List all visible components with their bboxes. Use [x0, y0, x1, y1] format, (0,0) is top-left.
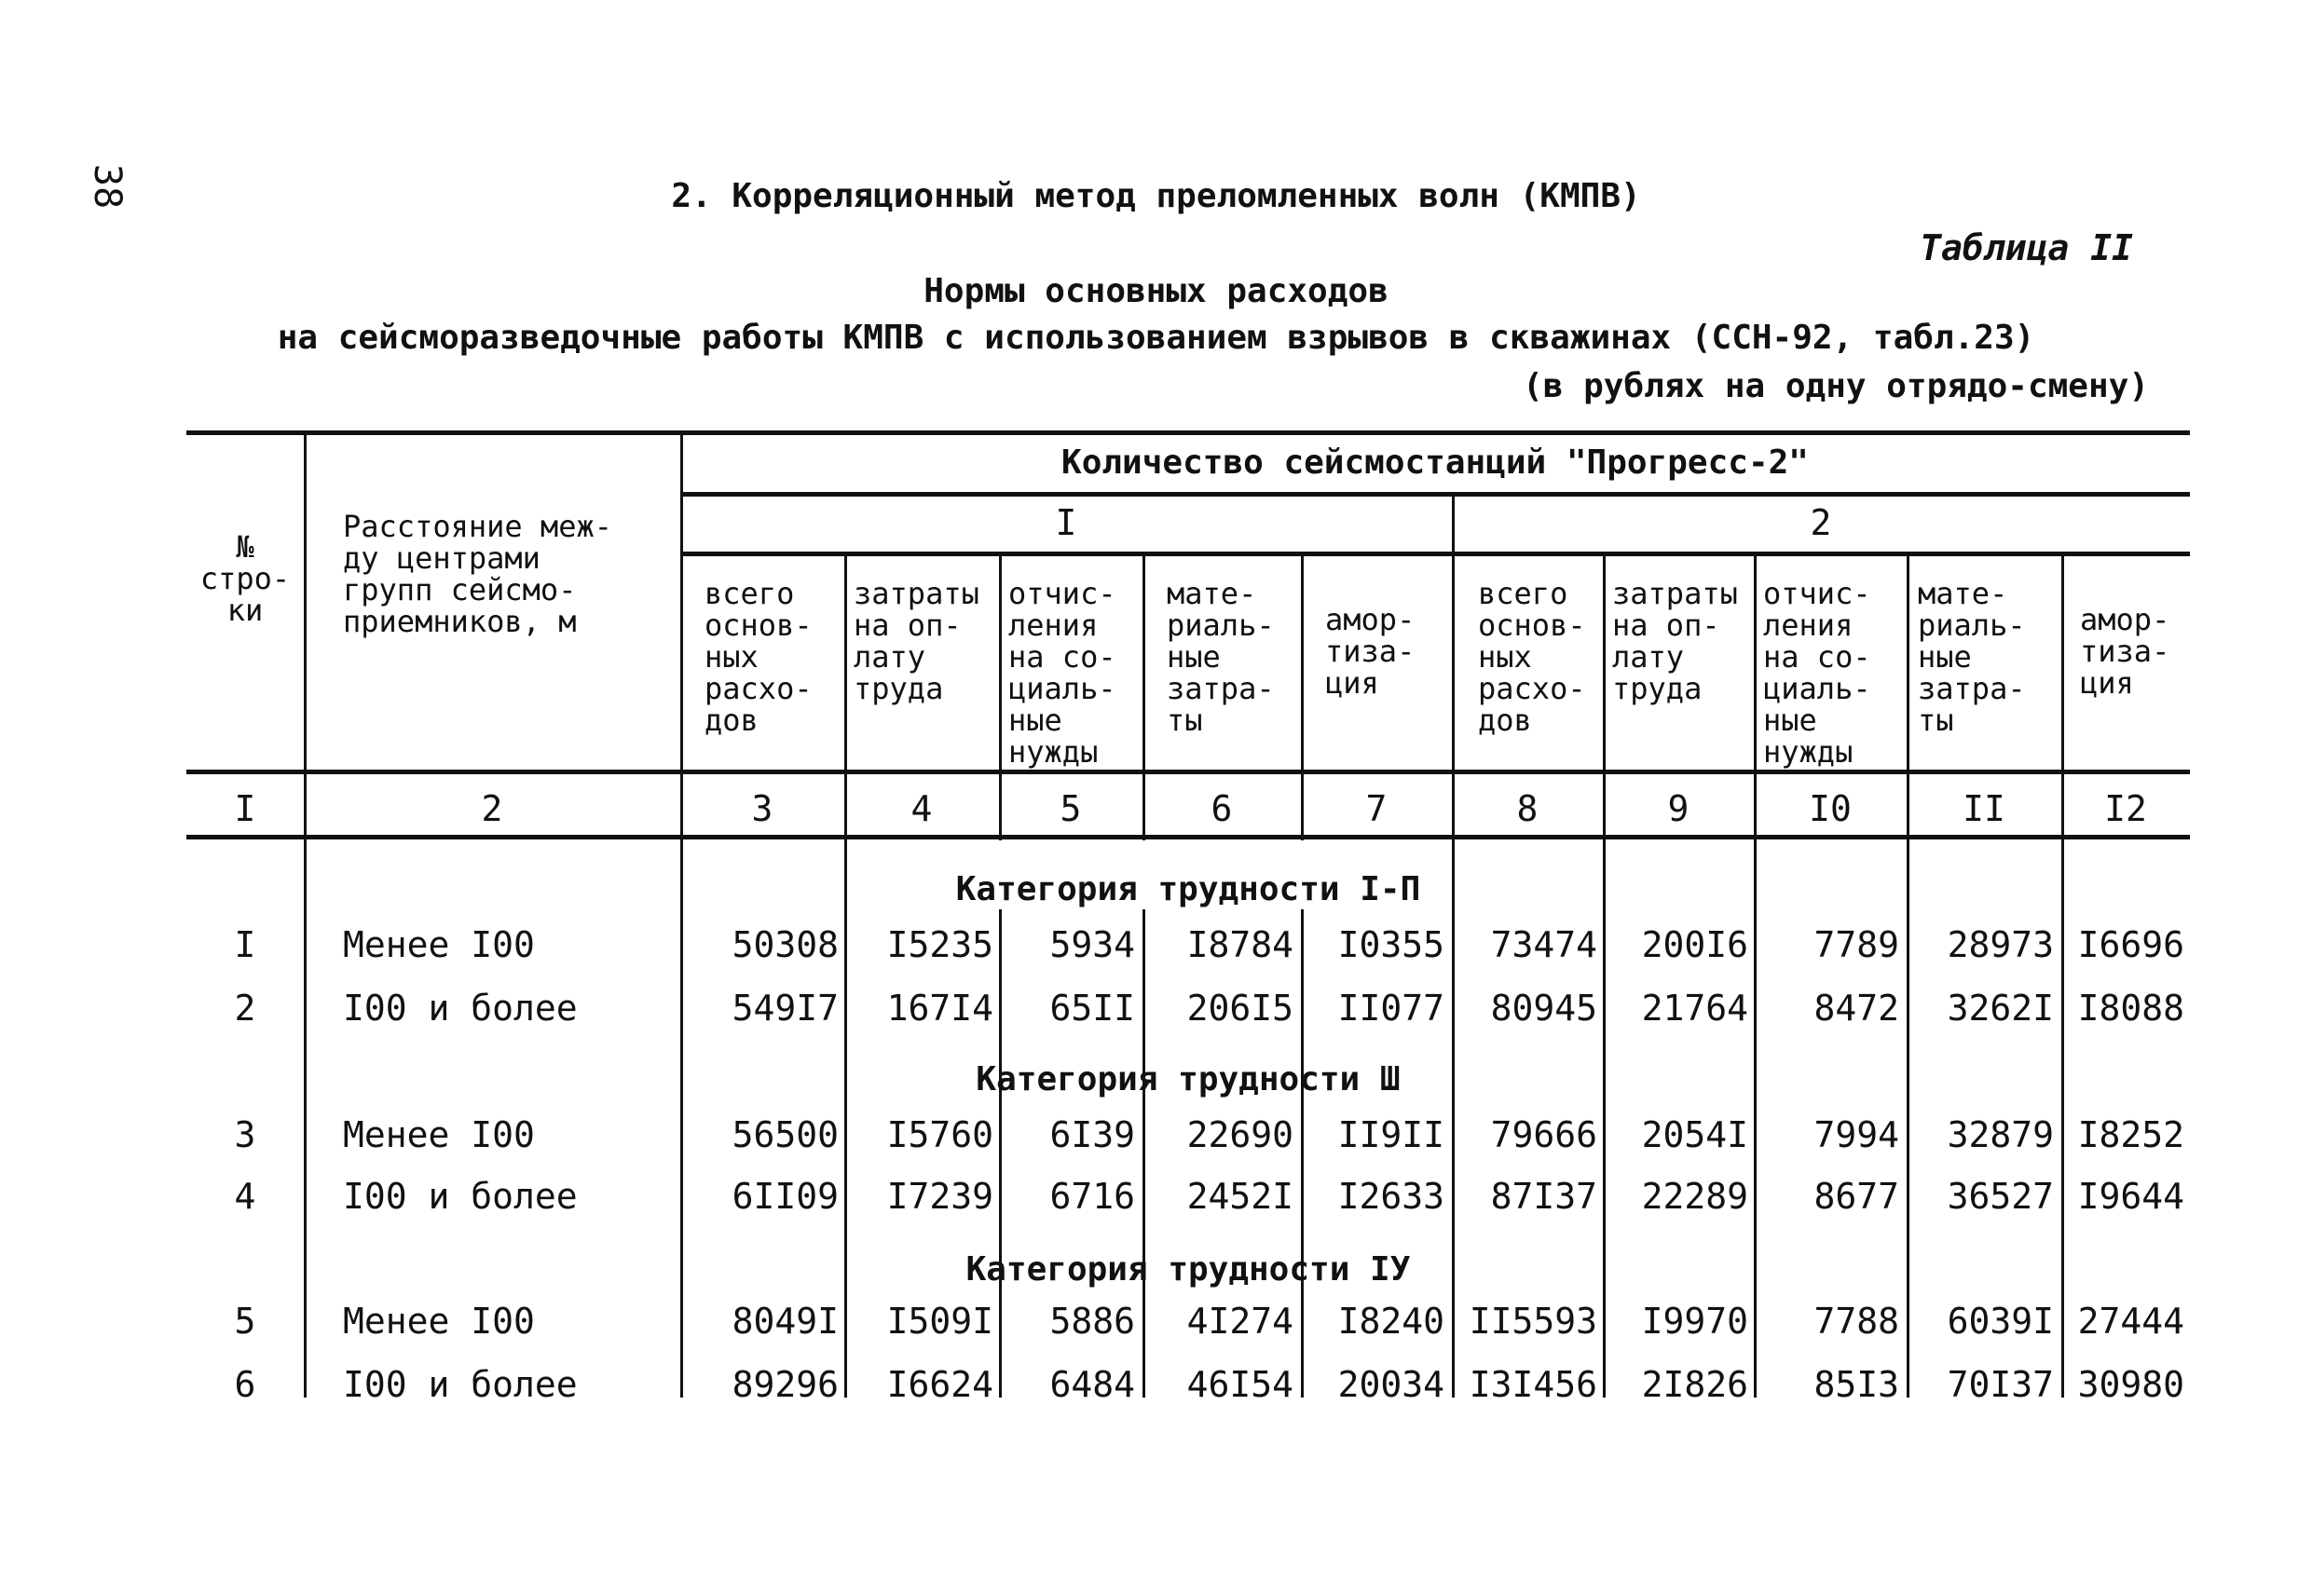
table-cell-col-11: 36527 [1947, 1176, 2054, 1217]
table-cell-col-5: 5886 [1049, 1301, 1135, 1342]
header-group-2: 2 [1810, 502, 1832, 543]
rule-top [186, 430, 2190, 435]
table-cell-col-4: I509I [886, 1301, 993, 1342]
table-cell-col-10: 7788 [1813, 1301, 1899, 1342]
vrule-1 [304, 430, 307, 840]
row-distance: I00 и более [343, 1176, 578, 1217]
table-cell-col-6: 46I54 [1186, 1364, 1293, 1405]
table-cell-col-5: 65II [1049, 988, 1135, 1029]
header-col-7: амор- тиза- ция [1325, 602, 1416, 701]
header-col-5: отчис- ления на со- циаль- ные нужды [1008, 576, 1116, 770]
colnum-9: 9 [1667, 788, 1690, 829]
table-cell-col-10: 7789 [1813, 924, 1899, 965]
table-cell-col-12: I8088 [2077, 988, 2184, 1029]
table-cell-col-3: 6II09 [732, 1176, 839, 1217]
table-cell-col-6: 206I5 [1186, 988, 1293, 1029]
colnum-4: 4 [910, 788, 933, 829]
header-stations: Количество сейсмостанций "Прогресс-2" [1061, 443, 1809, 482]
table-cell-col-10: 85I3 [1813, 1364, 1899, 1405]
table-cell-col-11: 32879 [1947, 1114, 2054, 1155]
table-cell-col-4: 167I4 [886, 988, 993, 1029]
category-2: Категория трудности Ш [976, 1060, 1401, 1098]
table-cell-col-8: I3I456 [1469, 1364, 1597, 1405]
table-cell-col-6: 2452I [1186, 1176, 1293, 1217]
rule-under-stations [680, 492, 2190, 497]
colnum-12: I2 [2104, 788, 2147, 829]
header-col-6: мате- риаль- ные затра- ты [1167, 576, 1275, 738]
table-cell-col-5: 6484 [1049, 1364, 1135, 1405]
table-cell-col-8: 80945 [1490, 988, 1597, 1029]
section-title: 2. Корреляционный метод преломленных волн (КМПВ) [671, 177, 1641, 215]
table-cell-col-11: 3262I [1947, 988, 2054, 1029]
header-col-3: всего основ- ных расхо- дов [705, 576, 813, 738]
table-cell-col-3: 50308 [732, 924, 839, 965]
table-cell-col-7: I2633 [1337, 1176, 1444, 1217]
table-cell-col-6: 4I274 [1186, 1301, 1293, 1342]
table-cell-col-12: I9644 [2077, 1176, 2184, 1217]
colnum-7: 7 [1365, 788, 1388, 829]
table-cell-col-3: 56500 [732, 1114, 839, 1155]
header-col-9: затраты на оп- лату труда [1612, 576, 1738, 706]
row-number: 5 [234, 1301, 256, 1342]
cost-norms-table [186, 429, 2190, 1416]
vrule-2 [680, 430, 683, 840]
table-cell-col-9: 200I6 [1641, 924, 1748, 965]
colnum-8: 8 [1516, 788, 1539, 829]
table-title-line2: на сейсморазведочные работы КМПВ с использованием взрывов в скважинах (ССН-92, табл.23) [277, 319, 2035, 357]
table-cell-col-8: 73474 [1490, 924, 1597, 965]
table-cell-col-3: 549I7 [732, 988, 839, 1029]
table-cell-col-11: 70I37 [1947, 1364, 2054, 1405]
category-3: Категория трудности IУ [965, 1250, 1411, 1289]
table-cell-col-9: I9970 [1641, 1301, 1748, 1342]
category-1: Категория трудности I-П [955, 870, 1421, 908]
header-row-no: № стро- ки [199, 529, 291, 628]
rule-numbers-bottom [186, 835, 2190, 839]
row-number: 4 [234, 1176, 256, 1217]
colnum-1: I [234, 788, 256, 829]
row-distance: I00 и более [343, 1364, 578, 1405]
table-cell-col-12: I8252 [2077, 1114, 2184, 1155]
table-cell-col-7: I8240 [1337, 1301, 1444, 1342]
row-number: I [234, 924, 256, 965]
colnum-2: 2 [481, 788, 503, 829]
table-cell-col-8: 79666 [1490, 1114, 1597, 1155]
table-cell-col-12: 27444 [2077, 1301, 2184, 1342]
table-cell-col-11: 28973 [1947, 924, 2054, 965]
table-cell-col-5: 6716 [1049, 1176, 1135, 1217]
row-distance: Менее I00 [343, 1301, 535, 1342]
table-cell-col-3: 8049I [732, 1301, 839, 1342]
table-cell-col-7: II077 [1337, 988, 1444, 1029]
header-col-10: отчис- ления на со- циаль- ные нужды [1763, 576, 1871, 770]
table-cell-col-5: 5934 [1049, 924, 1135, 965]
row-number: 2 [234, 988, 256, 1029]
header-col-4: затраты на оп- лату труда [854, 576, 979, 706]
table-cell-col-7: 20034 [1337, 1364, 1444, 1405]
table-cell-col-5: 6I39 [1049, 1114, 1135, 1155]
units-note: (в рублях на одну отрядо-смену) [1523, 367, 2149, 405]
table-cell-col-7: I0355 [1337, 924, 1444, 965]
header-col-12: амор- тиза- ция [2080, 602, 2170, 701]
header-col-8: всего основ- ных расхо- дов [1478, 576, 1586, 738]
table-cell-col-6: I8784 [1186, 924, 1293, 965]
table-cell-col-9: 2054I [1641, 1114, 1748, 1155]
table-label: Таблица II [1920, 227, 2133, 268]
table-cell-col-10: 7994 [1813, 1114, 1899, 1155]
colnum-3: 3 [751, 788, 773, 829]
table-cell-col-4: I5235 [886, 924, 993, 965]
page-number: 38 [86, 164, 129, 210]
table-cell-col-8: II5593 [1469, 1301, 1597, 1342]
table-cell-col-9: 21764 [1641, 988, 1748, 1029]
table-cell-col-6: 22690 [1186, 1114, 1293, 1155]
header-group-1: I [1055, 502, 1077, 543]
row-distance: Менее I00 [343, 924, 535, 965]
table-cell-col-4: I7239 [886, 1176, 993, 1217]
table-title-line1: Нормы основных расходов [923, 272, 1389, 310]
vrule-body-1 [304, 839, 307, 1398]
table-cell-col-8: 87I37 [1490, 1176, 1597, 1217]
table-cell-col-10: 8677 [1813, 1176, 1899, 1217]
colnum-5: 5 [1060, 788, 1082, 829]
vrule-body-2 [680, 839, 683, 1398]
header-col-11: мате- риаль- ные затра- ты [1918, 576, 2026, 738]
colnum-11: II [1963, 788, 2005, 829]
table-cell-col-3: 89296 [732, 1364, 839, 1405]
colnum-10: I0 [1809, 788, 1852, 829]
table-cell-col-9: 2I826 [1641, 1364, 1748, 1405]
table-cell-col-9: 22289 [1641, 1176, 1748, 1217]
table-cell-col-4: I6624 [886, 1364, 993, 1405]
row-distance: Менее I00 [343, 1114, 535, 1155]
table-cell-col-12: I6696 [2077, 924, 2184, 965]
table-cell-col-7: II9II [1337, 1114, 1444, 1155]
colnum-6: 6 [1211, 788, 1233, 829]
table-cell-col-10: 8472 [1813, 988, 1899, 1029]
row-number: 3 [234, 1114, 256, 1155]
table-cell-col-11: 6039I [1947, 1301, 2054, 1342]
table-cell-col-4: I5760 [886, 1114, 993, 1155]
table-cell-col-12: 30980 [2077, 1364, 2184, 1405]
row-distance: I00 и более [343, 988, 578, 1029]
header-distance: Расстояние меж- ду центрами групп сейсмо- приемников, м [343, 509, 612, 639]
rule-header-bottom [186, 770, 2190, 774]
rule-under-groups [680, 552, 2190, 556]
row-number: 6 [234, 1364, 256, 1405]
